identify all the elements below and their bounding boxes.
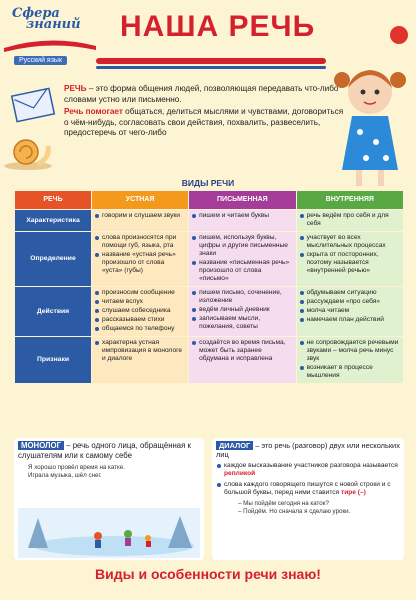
cell-written (189, 210, 295, 231)
publisher-badge-icon (390, 26, 408, 44)
cell-item: ведём личный дневник (192, 306, 292, 314)
subject-label: Русский язык (14, 56, 67, 65)
dialog-example-2: – Пойдём. Но сначала я сделаю уроки. (238, 508, 351, 515)
cell-item: общаемся по телефону (95, 325, 185, 333)
speech-types-table (14, 190, 404, 384)
cell-oral (92, 210, 188, 231)
table-header-row (15, 191, 403, 209)
speech-helps-term: Речь помогает (64, 107, 123, 116)
cell-written (189, 337, 295, 383)
logo-line1: Сфера (12, 6, 60, 21)
cell-item: характерна устная импровизация в монологе и диалоге (95, 339, 185, 363)
speech-helps-text: общаться, делиться мыслями и чувствами, договориться о чём-нибудь, согласовать свои действия, похвалить, развеселить, предостеречь от чего-либо (64, 107, 344, 137)
cell-item: намечаем план действий (300, 316, 400, 324)
dialog-item-1: каждое высказывание участников разговора называется репликой (216, 462, 400, 478)
dialog-term: ДИАЛОГ (216, 441, 253, 450)
header-written: ПИСЬМЕННАЯ (189, 191, 295, 209)
cell-item: скрыта от посторонних, поэтому называется «внутренней речью» (300, 251, 400, 275)
cell-item: название «письменная речь» произошло от слова «письмо» (192, 259, 292, 283)
speech-term: РЕЧЬ (64, 84, 87, 93)
table-title: ВИДЫ РЕЧИ (181, 178, 235, 188)
cell-item: слушаем собеседника (95, 307, 185, 315)
cell-item: обдумываем ситуацию (300, 289, 400, 297)
cell-item: произносим сообщение (95, 289, 185, 297)
monolog-box (14, 438, 204, 560)
dialog-list (216, 462, 400, 497)
title-underline-blue (96, 66, 326, 69)
cell-item: пишем, используя буквы, цифры и другие письменные знаки (192, 234, 292, 258)
dialog-box (212, 438, 404, 560)
monolog-example-1: Я хорошо провёл время на катке. (28, 464, 125, 471)
row-label: Характеристика (15, 210, 91, 231)
dialog-item-2: слова каждого говорящего пишутся с новой строки и с большой буквы, перед ними ставится тире (–) (216, 481, 400, 497)
snail-icon (2, 134, 60, 170)
header-inner: ВНУТРЕННЯЯ (297, 191, 403, 209)
monolog-term: МОНОЛОГ (18, 441, 64, 450)
header-oral: УСТНАЯ (92, 191, 188, 209)
table-row (15, 210, 403, 231)
monolog-example-2: Играла музыка, шёл снег. (28, 472, 102, 479)
cell-inner (297, 287, 403, 336)
cell-item: слова произносятся при помощи губ, языка, рта (95, 234, 185, 250)
table-row (15, 287, 403, 336)
cell-item: название «устная речь» произошло от слова «уста» (губы) (95, 251, 185, 275)
brand-logo (4, 4, 100, 66)
cell-oral (92, 232, 188, 286)
cell-item: участвует во всех мыслительных процессах (300, 234, 400, 250)
header-speech: РЕЧЬ (15, 191, 91, 209)
row-label: Определение (15, 232, 91, 286)
cell-inner (297, 232, 403, 286)
cell-item: молча читаем (300, 307, 400, 315)
row-label: Действия (15, 287, 91, 336)
cell-item: читаем вслух (95, 298, 185, 306)
cell-item: пишем письмо, сочинение, изложение (192, 289, 292, 305)
cell-item: рассуждаем «про себя» (300, 298, 400, 306)
logo-line2: знаний (26, 17, 81, 32)
cell-item: записываем мысли, пожелания, советы (192, 315, 292, 331)
cell-item: не сопровождается речевыми звуками – молча речь минус звук (300, 339, 400, 363)
cell-written (189, 287, 295, 336)
cell-item: речь ведём про себя и для себя (300, 212, 400, 228)
cell-item: говорим и слушаем звуки (95, 212, 185, 220)
row-label: Признаки (15, 337, 91, 383)
replica-term: репликой (224, 470, 256, 477)
speech-definition: – это форма общения людей, позволяющая передавать что-либо словами устно или письменно. (64, 84, 339, 104)
table-row (15, 337, 403, 383)
cell-item: рассказываем стихи (95, 316, 185, 324)
cell-item: создаётся во время письма, может быть заранее обдумана и исправлена (192, 339, 292, 363)
cell-item: пишем и читаем буквы (192, 212, 292, 220)
cell-oral (92, 337, 188, 383)
intro-text (64, 84, 348, 141)
table-row (15, 232, 403, 286)
monolog-definition: – речь одного лица, обращённая к слушателям или к самому себе (18, 441, 191, 460)
cell-oral (92, 287, 188, 336)
dialog-definition: – это речь (разговор) двух или нескольких лиц (216, 441, 400, 459)
dialog-example-1: – Мы пойдём сегодня на каток? (238, 500, 329, 507)
dash-term: тире (–) (341, 489, 366, 496)
footer-slogan: Виды и особенности речи знаю! (95, 566, 321, 582)
envelope-icon (10, 82, 56, 128)
cell-item: возникает в процессе мышления (300, 364, 400, 380)
swoosh-icon (4, 38, 96, 54)
cell-inner (297, 337, 403, 383)
cell-inner (297, 210, 403, 231)
skating-scene-icon (18, 508, 200, 558)
title-underline (96, 58, 326, 64)
page-title: НАША РЕЧЬ (120, 10, 316, 43)
cell-written (189, 232, 295, 286)
